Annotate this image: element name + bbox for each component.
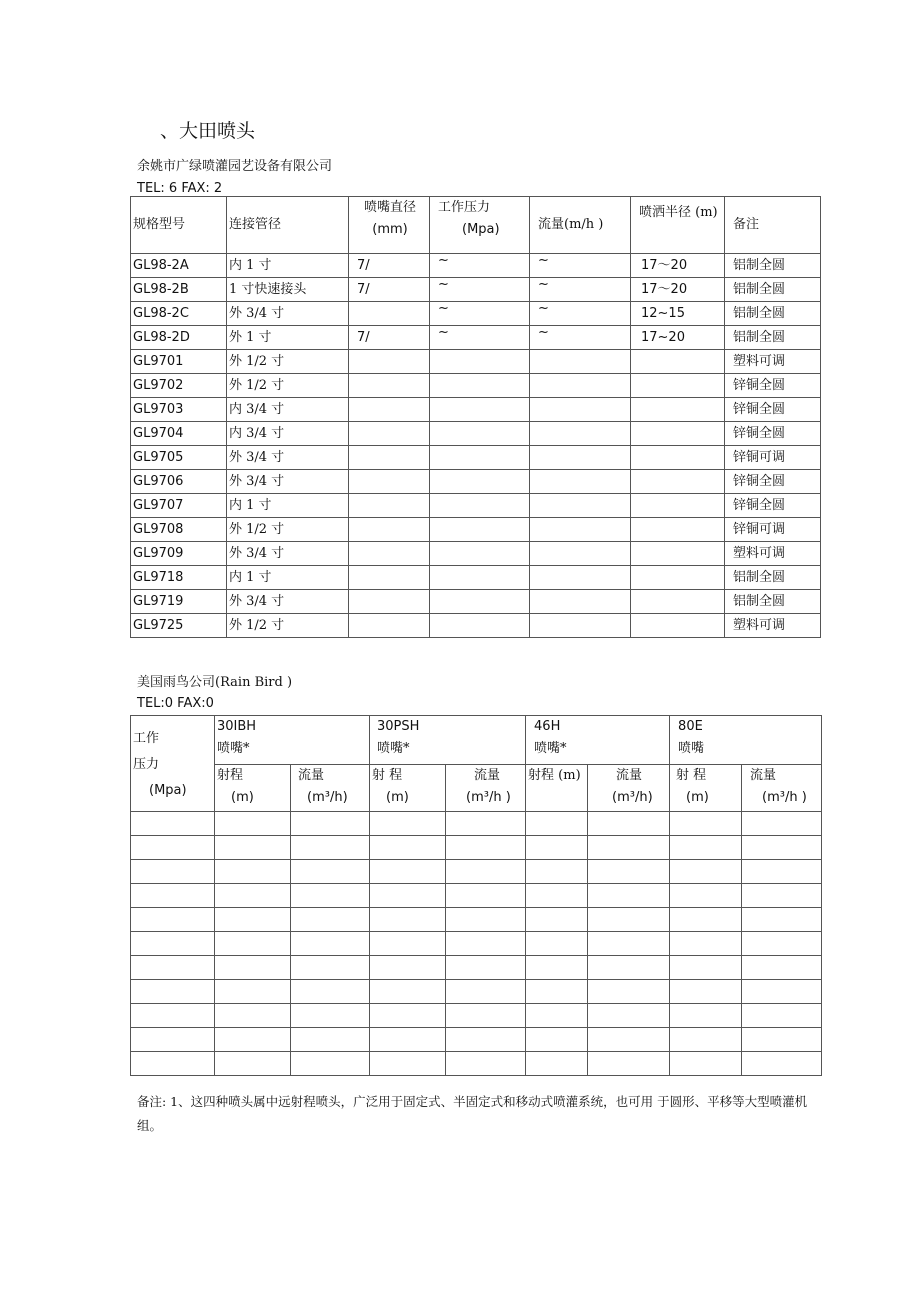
- cell-radius: [631, 518, 725, 542]
- empty-cell: [742, 812, 822, 836]
- model-sub: 喷嘴*: [217, 741, 250, 756]
- empty-cell: [742, 1004, 822, 1028]
- empty-cell: [742, 1052, 822, 1076]
- empty-cell: [131, 1052, 215, 1076]
- flow-header: [291, 765, 370, 812]
- cell-note: 铝制全圆: [725, 590, 821, 614]
- empty-cell: [588, 812, 670, 836]
- empty-cell: [131, 932, 215, 956]
- header-model: 规格型号: [131, 197, 227, 254]
- empty-cell: [526, 908, 588, 932]
- empty-cell: [526, 884, 588, 908]
- empty-cell: [670, 884, 742, 908]
- cell-nozzle: [349, 470, 430, 494]
- cell-note: 锌铜全圆: [725, 470, 821, 494]
- cell-pipe: 内 3/4 寸: [227, 398, 349, 422]
- empty-cell: [215, 908, 291, 932]
- cell-radius: [631, 566, 725, 590]
- flow-unit: (m³/h ): [762, 790, 807, 805]
- cell-flow: [530, 542, 631, 566]
- empty-cell: [446, 932, 526, 956]
- cell-pipe: 外 1/2 寸: [227, 518, 349, 542]
- empty-cell: [131, 884, 215, 908]
- cell-nozzle: [349, 590, 430, 614]
- flow-unit: (m³/h ): [466, 790, 511, 805]
- empty-cell: [742, 980, 822, 1004]
- empty-cell: [215, 884, 291, 908]
- flow-header: [446, 765, 526, 812]
- cell-note: 锌铜全圆: [725, 494, 821, 518]
- table-row: [131, 254, 821, 278]
- cell-pipe: 内 1 寸: [227, 566, 349, 590]
- cell-flow: [530, 374, 631, 398]
- company1-name: 余姚市广绿喷灌园艺设备有限公司: [137, 159, 333, 174]
- cell-radius: [631, 614, 725, 638]
- range-header: [526, 765, 588, 812]
- empty-cell: [291, 860, 370, 884]
- cell-flow: [530, 590, 631, 614]
- empty-cell: [291, 1052, 370, 1076]
- cell-pipe: 内 1 寸: [227, 494, 349, 518]
- table-row: [131, 590, 821, 614]
- cell-note: 铝制全圆: [725, 566, 821, 590]
- table-row: [131, 1028, 822, 1052]
- cell-pipe: 外 1/2 寸: [227, 350, 349, 374]
- table-row: [131, 932, 822, 956]
- cell-radius: [631, 470, 725, 494]
- cell-pressure: [430, 494, 530, 518]
- cell-radius: [631, 542, 725, 566]
- cell-pressure: [430, 398, 530, 422]
- cell-flow: [530, 422, 631, 446]
- empty-cell: [526, 1052, 588, 1076]
- cell-note: 塑料可调: [725, 350, 821, 374]
- pressure-header: [131, 716, 215, 812]
- empty-cell: [370, 1052, 446, 1076]
- empty-cell: [446, 1004, 526, 1028]
- empty-cell: [742, 836, 822, 860]
- cell-flow: [530, 518, 631, 542]
- cell-note: 铝制全圆: [725, 254, 821, 278]
- cell-nozzle: [349, 614, 430, 638]
- range-label: 射 程: [372, 768, 403, 783]
- empty-cell: [131, 908, 215, 932]
- empty-cell: [446, 812, 526, 836]
- cell-radius: [631, 374, 725, 398]
- cell-radius: [631, 590, 725, 614]
- cell-model: GL9718: [131, 566, 227, 590]
- header-pressure-label: 工作压力: [438, 200, 491, 215]
- table-row: [131, 278, 821, 302]
- pressure-header-line-1: 工作: [133, 731, 160, 746]
- cell-flow: [530, 398, 631, 422]
- table-row: [131, 350, 821, 374]
- empty-cell: [291, 836, 370, 860]
- cell-nozzle: [349, 542, 430, 566]
- empty-cell: [131, 956, 215, 980]
- range-header: [370, 765, 446, 812]
- empty-cell: [370, 812, 446, 836]
- table-row: [131, 1052, 822, 1076]
- empty-cell: [670, 836, 742, 860]
- empty-cell: [588, 932, 670, 956]
- empty-cell: [131, 980, 215, 1004]
- cell-radius: 17～20: [631, 254, 725, 278]
- cell-pressure: ~: [430, 302, 530, 326]
- empty-cell: [370, 1028, 446, 1052]
- empty-cell: [215, 980, 291, 1004]
- flow-header: [588, 765, 670, 812]
- flow-label: 流量: [474, 768, 501, 783]
- model-code: 46H: [534, 719, 561, 734]
- empty-cell: [291, 812, 370, 836]
- header-radius: 喷洒半径 (m): [631, 197, 725, 254]
- empty-cell: [446, 860, 526, 884]
- cell-nozzle: [349, 422, 430, 446]
- cell-radius: [631, 398, 725, 422]
- empty-cell: [446, 1052, 526, 1076]
- cell-pressure: [430, 542, 530, 566]
- cell-flow: [530, 350, 631, 374]
- table-row: [131, 980, 822, 1004]
- cell-radius: 17~20: [631, 326, 725, 350]
- table-row: [131, 908, 822, 932]
- table-row: [131, 374, 821, 398]
- table-row: [131, 326, 821, 350]
- range-unit: (m): [231, 790, 254, 805]
- header-flow: 流量(m/h ): [530, 197, 631, 254]
- table-header-row: [131, 197, 821, 254]
- cell-radius: [631, 494, 725, 518]
- cell-nozzle: 7/: [349, 326, 430, 350]
- empty-cell: [291, 908, 370, 932]
- cell-nozzle: 7/: [349, 254, 430, 278]
- empty-cell: [215, 932, 291, 956]
- cell-pressure: ~: [430, 326, 530, 350]
- empty-cell: [670, 932, 742, 956]
- flow-unit: (m³/h): [612, 790, 653, 805]
- header-pressure: [430, 197, 530, 254]
- cell-nozzle: [349, 566, 430, 590]
- empty-cell: [370, 956, 446, 980]
- table-row: [131, 542, 821, 566]
- empty-cell: [446, 836, 526, 860]
- cell-flow: ~: [530, 326, 631, 350]
- cell-pressure: [430, 422, 530, 446]
- empty-cell: [588, 860, 670, 884]
- table-row: [131, 422, 821, 446]
- cell-model: GL98-2B: [131, 278, 227, 302]
- cell-flow: ~: [530, 278, 631, 302]
- cell-note: 铝制全圆: [725, 326, 821, 350]
- company2-name: 美国雨鸟公司(Rain Bird ): [137, 675, 293, 690]
- flow-label: 流量: [616, 768, 643, 783]
- header-nozzle-label: 喷嘴直径: [363, 200, 416, 215]
- cell-model: GL9704: [131, 422, 227, 446]
- rainbird-spec-table: [130, 715, 822, 1076]
- cell-nozzle: [349, 302, 430, 326]
- table-row: [131, 302, 821, 326]
- empty-cell: [588, 1004, 670, 1028]
- table-row: [131, 884, 822, 908]
- empty-cell: [370, 932, 446, 956]
- empty-cell: [215, 836, 291, 860]
- range-label: 射程 (m): [528, 768, 581, 783]
- empty-cell: [370, 980, 446, 1004]
- empty-cell: [742, 860, 822, 884]
- range-header: [670, 765, 742, 812]
- rainbird-header-row-1: [131, 716, 822, 765]
- table-row: [131, 1004, 822, 1028]
- empty-cell: [742, 884, 822, 908]
- cell-radius: [631, 350, 725, 374]
- empty-cell: [526, 932, 588, 956]
- empty-cell: [215, 1052, 291, 1076]
- cell-pipe: 外 1 寸: [227, 326, 349, 350]
- empty-cell: [370, 860, 446, 884]
- empty-cell: [291, 932, 370, 956]
- table-row: [131, 470, 821, 494]
- cell-nozzle: [349, 398, 430, 422]
- empty-cell: [370, 884, 446, 908]
- cell-model: GL9719: [131, 590, 227, 614]
- rainbird-header-row-2: [131, 765, 822, 812]
- empty-cell: [131, 836, 215, 860]
- table-row: [131, 446, 821, 470]
- flow-unit: (m³/h): [307, 790, 348, 805]
- empty-cell: [526, 956, 588, 980]
- cell-model: GL98-2A: [131, 254, 227, 278]
- cell-nozzle: [349, 518, 430, 542]
- empty-cell: [670, 860, 742, 884]
- cell-flow: ~: [530, 302, 631, 326]
- section-heading: 、大田喷头: [160, 120, 256, 142]
- flow-header: [742, 765, 822, 812]
- model-80e: [670, 716, 822, 765]
- empty-cell: [291, 956, 370, 980]
- company1-contact: TEL: 6 FAX: 2: [137, 181, 223, 196]
- empty-cell: [670, 1028, 742, 1052]
- empty-cell: [131, 1004, 215, 1028]
- cell-model: GL98-2C: [131, 302, 227, 326]
- empty-cell: [446, 884, 526, 908]
- cell-flow: ~: [530, 254, 631, 278]
- empty-cell: [588, 956, 670, 980]
- cell-nozzle: [349, 350, 430, 374]
- cell-model: GL9705: [131, 446, 227, 470]
- range-label: 射程: [217, 768, 244, 783]
- empty-cell: [215, 1028, 291, 1052]
- model-code: 30IBH: [217, 719, 257, 734]
- empty-cell: [588, 908, 670, 932]
- cell-flow: [530, 494, 631, 518]
- empty-cell: [526, 980, 588, 1004]
- cell-nozzle: [349, 374, 430, 398]
- empty-cell: [670, 980, 742, 1004]
- cell-pipe: 外 3/4 寸: [227, 542, 349, 566]
- cell-note: 锌铜全圆: [725, 398, 821, 422]
- empty-cell: [526, 812, 588, 836]
- cell-pipe: 1 寸快速接头: [227, 278, 349, 302]
- empty-cell: [526, 860, 588, 884]
- cell-model: GL9725: [131, 614, 227, 638]
- cell-model: GL9702: [131, 374, 227, 398]
- cell-flow: [530, 446, 631, 470]
- empty-cell: [131, 812, 215, 836]
- empty-cell: [742, 932, 822, 956]
- empty-cell: [588, 1028, 670, 1052]
- header-note: 备注: [725, 197, 821, 254]
- footnote: 备注: 1、这四种喷头属中远射程喷头，广泛用于固定式、半固定式和移动式喷灌系统，也可用 于圆形、平移等大型喷灌机组。: [137, 1094, 808, 1133]
- cell-note: 锌铜可调: [725, 446, 821, 470]
- cell-pressure: ~: [430, 278, 530, 302]
- empty-cell: [291, 1028, 370, 1052]
- range-unit: (m): [686, 790, 709, 805]
- cell-radius: [631, 446, 725, 470]
- header-nozzle-unit: (mm): [372, 222, 408, 237]
- cell-pressure: [430, 350, 530, 374]
- cell-flow: [530, 614, 631, 638]
- empty-cell: [670, 908, 742, 932]
- cell-model: GL9708: [131, 518, 227, 542]
- cell-model: GL9706: [131, 470, 227, 494]
- cell-pressure: [430, 614, 530, 638]
- table-row: [131, 812, 822, 836]
- cell-radius: [631, 422, 725, 446]
- header-pressure-unit: (Mpa): [462, 222, 500, 237]
- table-row: [131, 518, 821, 542]
- cell-pipe: 内 3/4 寸: [227, 422, 349, 446]
- table-row: [131, 956, 822, 980]
- cell-pressure: [430, 470, 530, 494]
- model-code: 80E: [678, 719, 703, 734]
- empty-cell: [215, 812, 291, 836]
- table-row: [131, 860, 822, 884]
- cell-note: 锌铜可调: [725, 518, 821, 542]
- cell-pipe: 外 3/4 寸: [227, 470, 349, 494]
- empty-cell: [446, 980, 526, 1004]
- model-30psh: [370, 716, 526, 765]
- table-row: [131, 614, 821, 638]
- empty-cell: [526, 836, 588, 860]
- empty-cell: [291, 1004, 370, 1028]
- empty-cell: [131, 1028, 215, 1052]
- model-sub: 喷嘴*: [377, 741, 410, 756]
- empty-cell: [215, 1004, 291, 1028]
- cell-note: 锌铜全圆: [725, 422, 821, 446]
- cell-model: GL9709: [131, 542, 227, 566]
- header-pipe: 连接管径: [227, 197, 349, 254]
- empty-cell: [215, 956, 291, 980]
- table-row: [131, 836, 822, 860]
- header-nozzle: [349, 197, 430, 254]
- empty-cell: [370, 836, 446, 860]
- empty-cell: [588, 884, 670, 908]
- cell-pipe: 外 1/2 寸: [227, 614, 349, 638]
- model-30ibh: [215, 716, 370, 765]
- company2-contact: TEL:0 FAX:0: [137, 696, 214, 711]
- cell-pipe: 外 3/4 寸: [227, 302, 349, 326]
- cell-pressure: [430, 374, 530, 398]
- empty-cell: [526, 1004, 588, 1028]
- pressure-header-unit: (Mpa): [149, 783, 187, 798]
- range-label: 射 程: [676, 768, 707, 783]
- empty-cell: [670, 1004, 742, 1028]
- empty-cell: [526, 1028, 588, 1052]
- empty-cell: [291, 884, 370, 908]
- empty-cell: [370, 908, 446, 932]
- cell-note: 塑料可调: [725, 614, 821, 638]
- empty-cell: [446, 1028, 526, 1052]
- cell-note: 铝制全圆: [725, 278, 821, 302]
- cell-radius: 12~15: [631, 302, 725, 326]
- cell-note: 塑料可调: [725, 542, 821, 566]
- empty-cell: [742, 956, 822, 980]
- cell-flow: [530, 566, 631, 590]
- empty-cell: [742, 1028, 822, 1052]
- empty-cell: [215, 860, 291, 884]
- cell-nozzle: [349, 494, 430, 518]
- cell-pressure: [430, 566, 530, 590]
- empty-cell: [588, 980, 670, 1004]
- cell-pipe: 内 1 寸: [227, 254, 349, 278]
- cell-radius: 17～20: [631, 278, 725, 302]
- cell-note: 锌铜全圆: [725, 374, 821, 398]
- model-46h: [526, 716, 670, 765]
- model-code: 30PSH: [377, 719, 420, 734]
- table-row: [131, 494, 821, 518]
- model-sub: 喷嘴: [678, 741, 705, 756]
- cell-pressure: [430, 590, 530, 614]
- empty-cell: [742, 908, 822, 932]
- range-unit: (m): [386, 790, 409, 805]
- cell-model: GL9707: [131, 494, 227, 518]
- flow-label: 流量: [750, 768, 777, 783]
- cell-model: GL9701: [131, 350, 227, 374]
- cell-nozzle: 7/: [349, 278, 430, 302]
- empty-cell: [670, 1052, 742, 1076]
- cell-pressure: [430, 518, 530, 542]
- empty-cell: [131, 860, 215, 884]
- empty-cell: [446, 908, 526, 932]
- cell-note: 铝制全圆: [725, 302, 821, 326]
- empty-cell: [446, 956, 526, 980]
- cell-nozzle: [349, 446, 430, 470]
- empty-cell: [588, 1052, 670, 1076]
- cell-pipe: 外 3/4 寸: [227, 446, 349, 470]
- cell-pipe: 外 3/4 寸: [227, 590, 349, 614]
- table-row: [131, 398, 821, 422]
- cell-flow: [530, 470, 631, 494]
- guanglv-spec-table: [130, 196, 821, 638]
- empty-cell: [670, 812, 742, 836]
- empty-cell: [588, 836, 670, 860]
- cell-pressure: ~: [430, 254, 530, 278]
- model-sub: 喷嘴*: [534, 741, 567, 756]
- flow-label: 流量: [298, 768, 325, 783]
- empty-cell: [291, 980, 370, 1004]
- cell-pipe: 外 1/2 寸: [227, 374, 349, 398]
- pressure-header-line-2: 压力: [133, 757, 160, 772]
- cell-model: GL9703: [131, 398, 227, 422]
- table-row: [131, 566, 821, 590]
- cell-pressure: [430, 446, 530, 470]
- empty-cell: [370, 1004, 446, 1028]
- range-header: [215, 765, 291, 812]
- cell-model: GL98-2D: [131, 326, 227, 350]
- empty-cell: [670, 956, 742, 980]
